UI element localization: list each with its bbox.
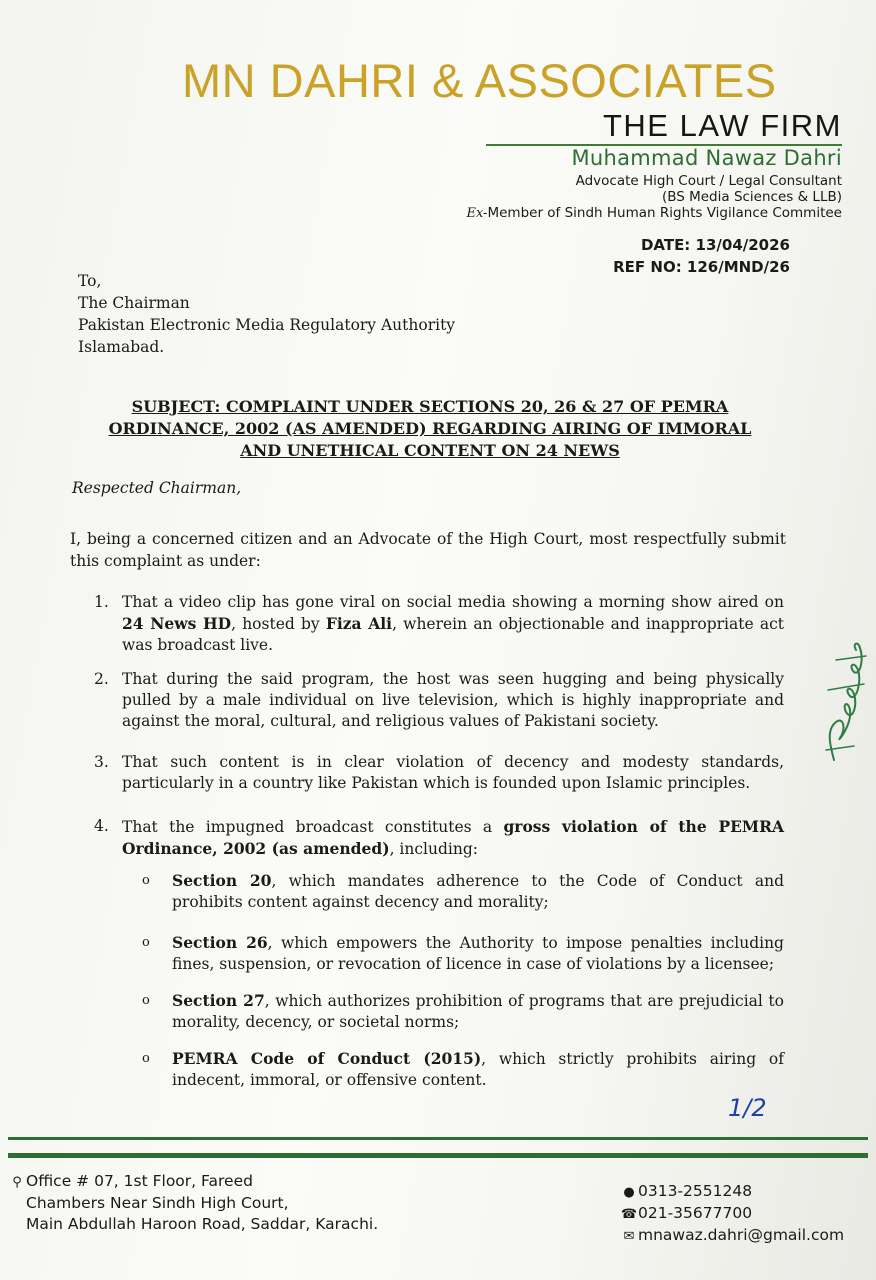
address-line-title: The Chairman <box>78 294 190 312</box>
salutation: Respected Chairman, <box>72 479 242 497</box>
handwritten-signature <box>806 630 876 770</box>
contact-mobile <box>620 1181 844 1203</box>
firm-subtitle: THE LAW FIRM <box>602 108 842 143</box>
credential-degrees: (BS Media Sciences & LLB) <box>661 189 842 205</box>
subject-line-1: SUBJECT: COMPLAINT UNDER SECTIONS 20, 26 & 27 OF PEMRA <box>131 397 729 416</box>
office-address <box>8 1171 378 1235</box>
point-1 <box>94 592 784 656</box>
mobile-number: 0313-2551248 <box>638 1182 753 1200</box>
point-3 <box>94 752 784 794</box>
point-text: That during the said program, the host was seen hugging and being physically pulled by a male individual on live television, which is highly inappropriate and against the moral, cultural, and religious values of Pakistani society. <box>122 670 784 730</box>
channel-name: 24 News HD <box>122 614 232 633</box>
point-1-text-e: , wherein an objectionable and inappropriate act was broadcast live. <box>122 615 784 654</box>
bullet-marker: o <box>142 935 150 950</box>
point-1-text-a: That a video clip has gone viral on social media showing a morning show aired on <box>122 593 784 611</box>
office-line-3: Main Abdullah Haroon Road, Saddar, Karachi. <box>26 1215 379 1233</box>
point-4 <box>94 816 784 860</box>
bullet-bold: Section 26 <box>172 933 268 952</box>
bullet-bold: Section 27 <box>172 991 265 1010</box>
subject-heading <box>70 396 790 462</box>
whatsapp-icon: ● <box>623 1185 635 1200</box>
point-text <box>122 592 784 656</box>
host-name: Fiza Ali <box>325 614 393 633</box>
footer-rule-thick <box>8 1153 868 1158</box>
office-line-1-text: Office # 07, 1st Floor, Fareed <box>26 1172 253 1190</box>
violation-emphasis: gross violation of the PEMRA Ordinance, 2002 (as amended) <box>122 817 784 858</box>
address-line-city: Islamabad. <box>78 338 165 356</box>
bullet-section-20 <box>142 870 784 913</box>
bullet-rest: , which authorizes prohibition of programs that are prejudicial to morality, decency, or societal norms; <box>172 992 784 1031</box>
point-number: 4. <box>94 817 109 835</box>
intro-paragraph: I, being a concerned citizen and an Advocate of the High Court, most respectfully submit this complaint as under: <box>70 530 786 570</box>
office-line-1 <box>8 1171 378 1193</box>
office-line-2: Chambers Near Sindh High Court, <box>26 1194 289 1212</box>
subject-line-3: AND UNETHICAL CONTENT ON 24 NEWS <box>240 441 620 460</box>
address-line-to: To, <box>78 272 102 290</box>
contact-landline <box>620 1203 844 1225</box>
letter-date: DATE: 13/04/2026 <box>640 236 790 254</box>
bullet-rest: , which empowers the Authority to impose penalties including fines, suspension, or revocation of licence in case of violations by a licensee; <box>172 934 784 973</box>
email-address: mnawaz.dahri@gmail.com <box>638 1226 845 1244</box>
bullet-section-27 <box>142 990 784 1033</box>
bullet-section-26 <box>142 932 784 975</box>
bullet-rest: , which strictly prohibits airing of indecent, immoral, or offensive content. <box>172 1050 784 1089</box>
credential-advocate: Advocate High Court / Legal Consultant <box>575 173 842 189</box>
subject-line-2: ORDINANCE, 2002 (AS AMENDED) REGARDING AIRING OF IMMORAL <box>108 419 752 438</box>
bullet-text <box>172 932 784 975</box>
recipient-address <box>78 270 455 358</box>
contact-email <box>620 1225 844 1247</box>
contact-details <box>620 1181 844 1247</box>
point-text <box>122 816 784 860</box>
bullet-text <box>172 1048 784 1091</box>
point-number: 1. <box>94 593 109 611</box>
point-number: 3. <box>94 753 109 771</box>
bullet-code-of-conduct <box>142 1048 784 1091</box>
point-4-text-a: That the impugned broadcast constitutes a <box>122 818 504 836</box>
bullet-marker: o <box>142 993 150 1008</box>
bullet-text <box>172 870 784 913</box>
footer-rule-thin <box>8 1137 868 1140</box>
point-1-text-c: , hosted by <box>231 615 326 633</box>
bullet-marker: o <box>142 873 150 888</box>
credential-ex-member <box>466 205 842 221</box>
reference-number: REF NO: 126/MND/26 <box>613 258 790 276</box>
address-line-org: Pakistan Electronic Media Regulatory Authority <box>78 316 456 334</box>
bullet-bold: Section 20 <box>172 871 272 890</box>
bullet-marker: o <box>142 1051 150 1066</box>
page-number: 1/2 <box>728 1094 767 1122</box>
landline-number: 021-35677700 <box>638 1204 753 1222</box>
bullet-bold: PEMRA Code of Conduct (2015) <box>172 1049 482 1068</box>
telephone-icon: ☎ <box>620 1207 638 1222</box>
point-text: That such content is in clear violation of decency and modesty standards, particularly in a country like Pakistan which is founded upon Islamic principles. <box>122 753 784 792</box>
point-4-text-c: , including: <box>389 840 478 858</box>
bullet-text <box>172 990 784 1033</box>
credential-ex-member-text: Member of Sindh Human Rights Vigilance Commitee <box>487 205 842 221</box>
firm-name: MN DAHRI & ASSOCIATES <box>182 54 777 107</box>
location-pin-icon: ⚲ <box>12 1175 22 1190</box>
ex-prefix: Ex- <box>466 206 488 221</box>
bullet-rest: , which mandates adherence to the Code of Conduct and prohibits content against decency and morality; <box>172 872 784 911</box>
point-number: 2. <box>94 670 109 688</box>
lawyer-name: Muhammad Nawaz Dahri <box>571 146 842 170</box>
envelope-icon: ✉ <box>623 1229 635 1244</box>
point-2 <box>94 669 784 732</box>
